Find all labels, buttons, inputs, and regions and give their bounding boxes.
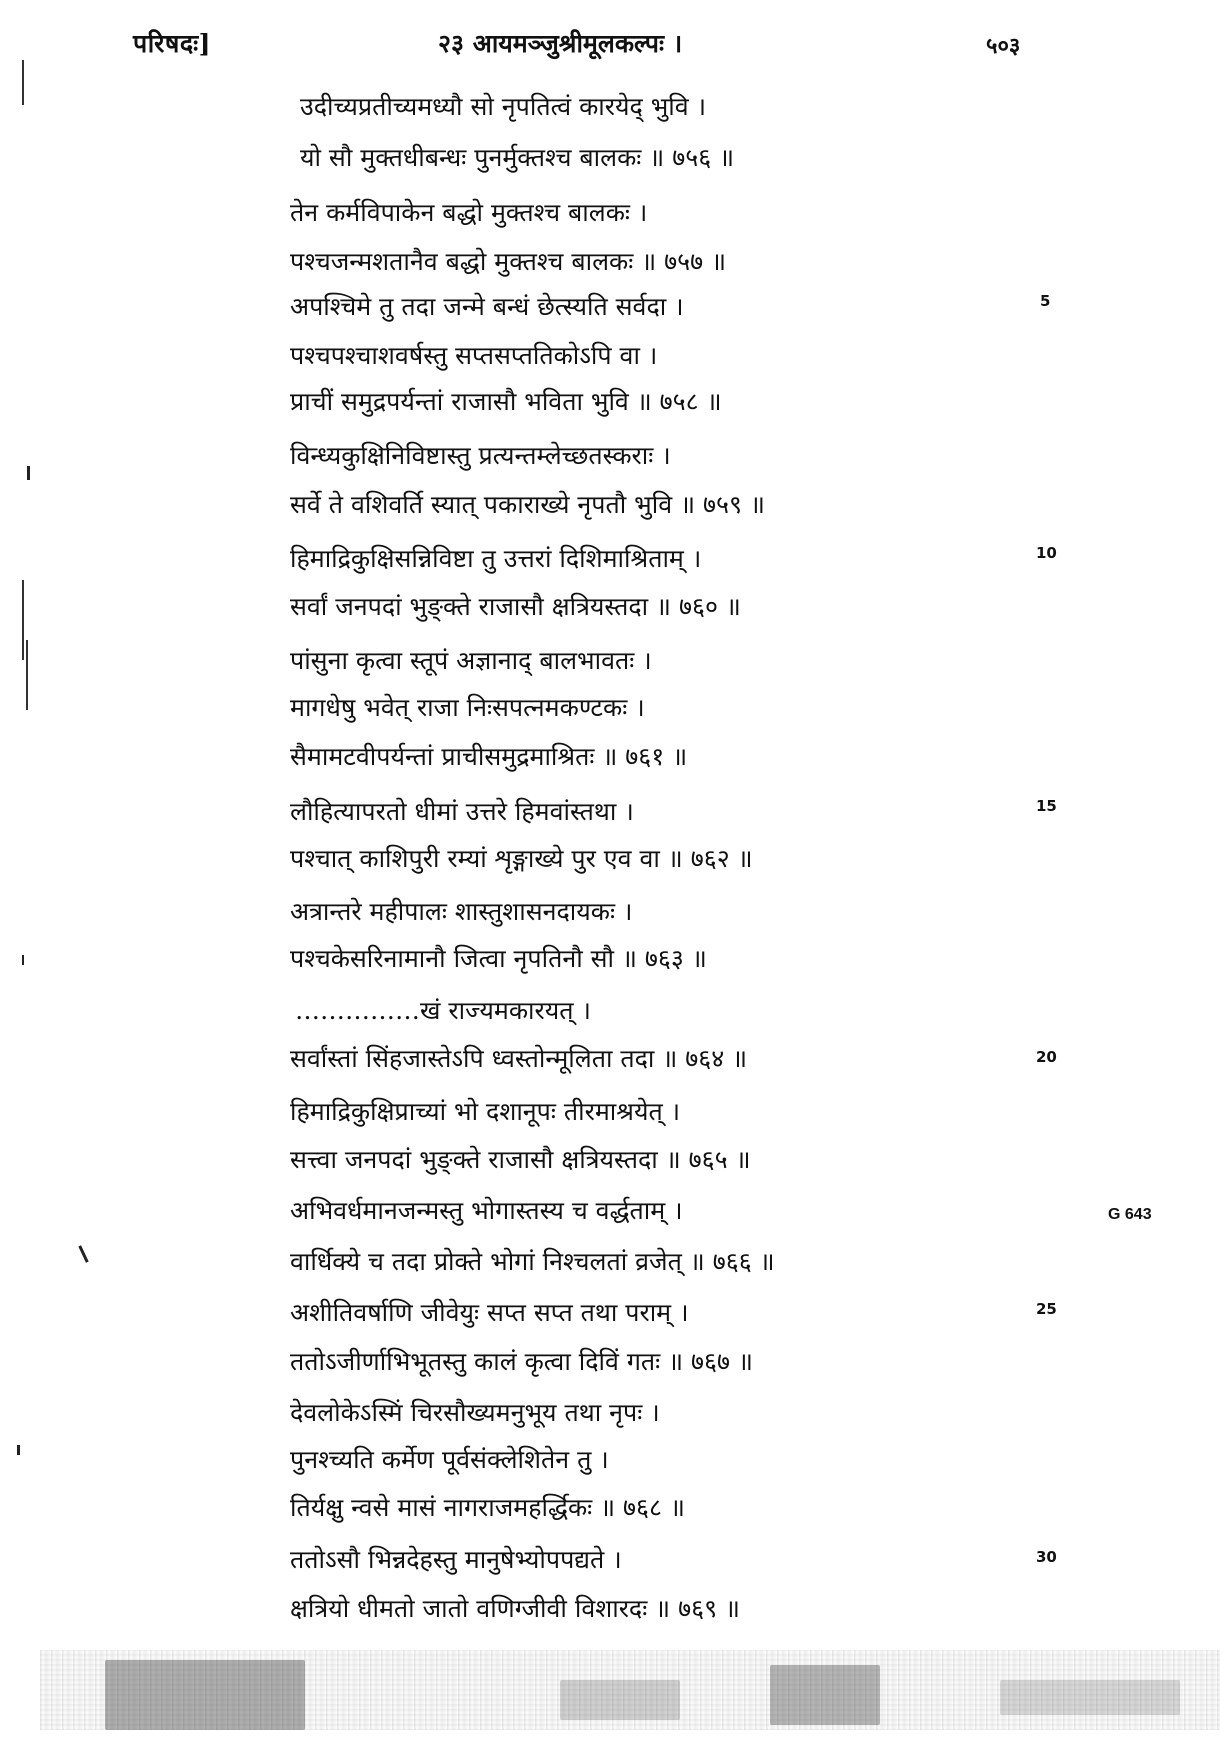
running-head-title: २३ आयमञ्जुश्रीमूलकल्पः । — [438, 29, 683, 58]
verse-line: यो सौ मुक्तधीबन्धः पुनर्मुक्तश्च बालकः ॥ ७५६ ॥ — [300, 143, 735, 172]
verse-line: पश्चकेसरिनामानौ जित्वा नृपतिनौ सौ ॥ ७६३ ॥ — [290, 944, 707, 973]
verse-line: उदीच्यप्रतीच्यमध्यौ सो नृपतित्वं कारयेद् भुवि । — [300, 92, 707, 121]
verse-line: मागधेषु भवेत् राजा निःसपत्नमकण्टकः । — [290, 693, 645, 722]
line-number: 25 — [1036, 1300, 1057, 1318]
verse-line: देवलोकेऽस्मिं चिरसौख्यमनुभूय तथा नृपः । — [290, 1398, 660, 1427]
verse-line: पश्चजन्मशतानैव बद्धो मुक्तश्च बालकः ॥ ७५७ ॥ — [290, 247, 727, 276]
line-number: 15 — [1036, 797, 1057, 815]
verse-line: ……………खं राज्यमकारयत् । — [295, 996, 591, 1025]
verse-line: पुनश्च्यति कर्मेण पूर्वसंक्लेशितेन तु । — [290, 1445, 609, 1474]
scan-noise — [1000, 1680, 1180, 1715]
verse-line: सत्त्वा जनपदां भुङ्क्ते राजासौ क्षत्रियस्तदा ॥ ७६५ ॥ — [290, 1145, 751, 1174]
verse-line: विन्ध्यकुक्षिनिविष्टास्तु प्रत्यन्तम्लेच्छतस्कराः । — [290, 441, 671, 470]
verse-line: ततोऽसौ भिन्नदेहस्तु मानुषेभ्योपपद्यते । — [290, 1545, 622, 1574]
page-number: ५०३ — [986, 33, 1021, 59]
verse-line: तेन कर्मविपाकेन बद्धो मुक्तश्च बालकः । — [290, 198, 648, 227]
verse-line: हिमाद्रिकुक्षिप्राच्यां भो दशानूपः तीरमाश्रयेत् । — [290, 1097, 681, 1126]
verse-line: सैमामटवीपर्यन्तां प्राचीसमुद्रमाश्रितः ॥ ७६१ ॥ — [290, 742, 688, 771]
verse-line: प्राचीं समुद्रपर्यन्तां राजासौ भविता भुवि ॥ ७५८ ॥ — [290, 387, 722, 416]
verse-line: पांसुना कृत्वा स्तूपं अज्ञानाद् बालभावतः । — [290, 646, 652, 675]
verse-line: ततोऽजीर्णाभिभूतस्तु कालं कृत्वा दिविं गतः ॥ ७६७ ॥ — [290, 1347, 753, 1376]
verse-line: सर्वांस्तां सिंहजास्तेऽपि ध्वस्तोन्मूलिता तदा ॥ ७६४ ॥ — [290, 1044, 748, 1073]
verse-line: क्षत्रियो धीमतो जातो वणिग्जीवी विशारदः ॥ ७६९ ॥ — [290, 1594, 741, 1623]
verse-line: अत्रान्तरे महीपालः शास्तुशासनदायकः । — [290, 897, 633, 926]
verse-line: सर्वे ते वशिवर्ति स्यात् पकाराख्ये नृपतौ भुवि ॥ ७५९ ॥ — [290, 490, 765, 519]
scan-noise — [560, 1680, 680, 1720]
verse-line: अपश्चिमे तु तदा जन्मे बन्धं छेत्स्यति सर्वदा । — [290, 292, 684, 321]
verse-line: अशीतिवर्षाणि जीवेयुः सप्त सप्त तथा पराम् । — [290, 1298, 689, 1327]
manuscript-folio-reference: G 643 — [1108, 1206, 1152, 1223]
verse-line: तिर्यक्षु न्वसे मासं नागराजमहर्द्धिकः ॥ ७६८ ॥ — [290, 1493, 685, 1522]
verse-line: अभिवर्धमानजन्मस्तु भोगास्तस्य च वर्द्धताम् । — [290, 1196, 683, 1225]
verse-line: लौहित्यापरतो धीमां उत्तरे हिमवांस्तथा । — [290, 797, 634, 826]
scan-noise — [770, 1665, 880, 1725]
verse-line: पश्चात् काशिपुरी रम्यां शृङ्गाख्ये पुर एव वा ॥ ७६२ ॥ — [290, 844, 753, 873]
line-number: 30 — [1036, 1548, 1057, 1566]
running-head-section: परिषदः] — [133, 29, 212, 58]
verse-line: पश्चपश्चाशवर्षस्तु सप्तसप्ततिकोऽपि वा । — [290, 341, 658, 370]
line-number: 5 — [1040, 292, 1051, 310]
verse-line: हिमाद्रिकुक्षिसन्निविष्टा तु उत्तरां दिशिमाश्रिताम् । — [290, 544, 702, 573]
verse-line: वार्धिक्ये च तदा प्रोक्ते भोगां निश्चलतां व्रजेत् ॥ ७६६ ॥ — [290, 1247, 775, 1276]
scan-noise — [105, 1660, 305, 1730]
line-number: 20 — [1036, 1048, 1057, 1066]
verse-line: सर्वां जनपदां भुङ्क्ते राजासौ क्षत्रियस्तदा ॥ ७६० ॥ — [290, 592, 741, 621]
line-number: 10 — [1036, 544, 1057, 562]
